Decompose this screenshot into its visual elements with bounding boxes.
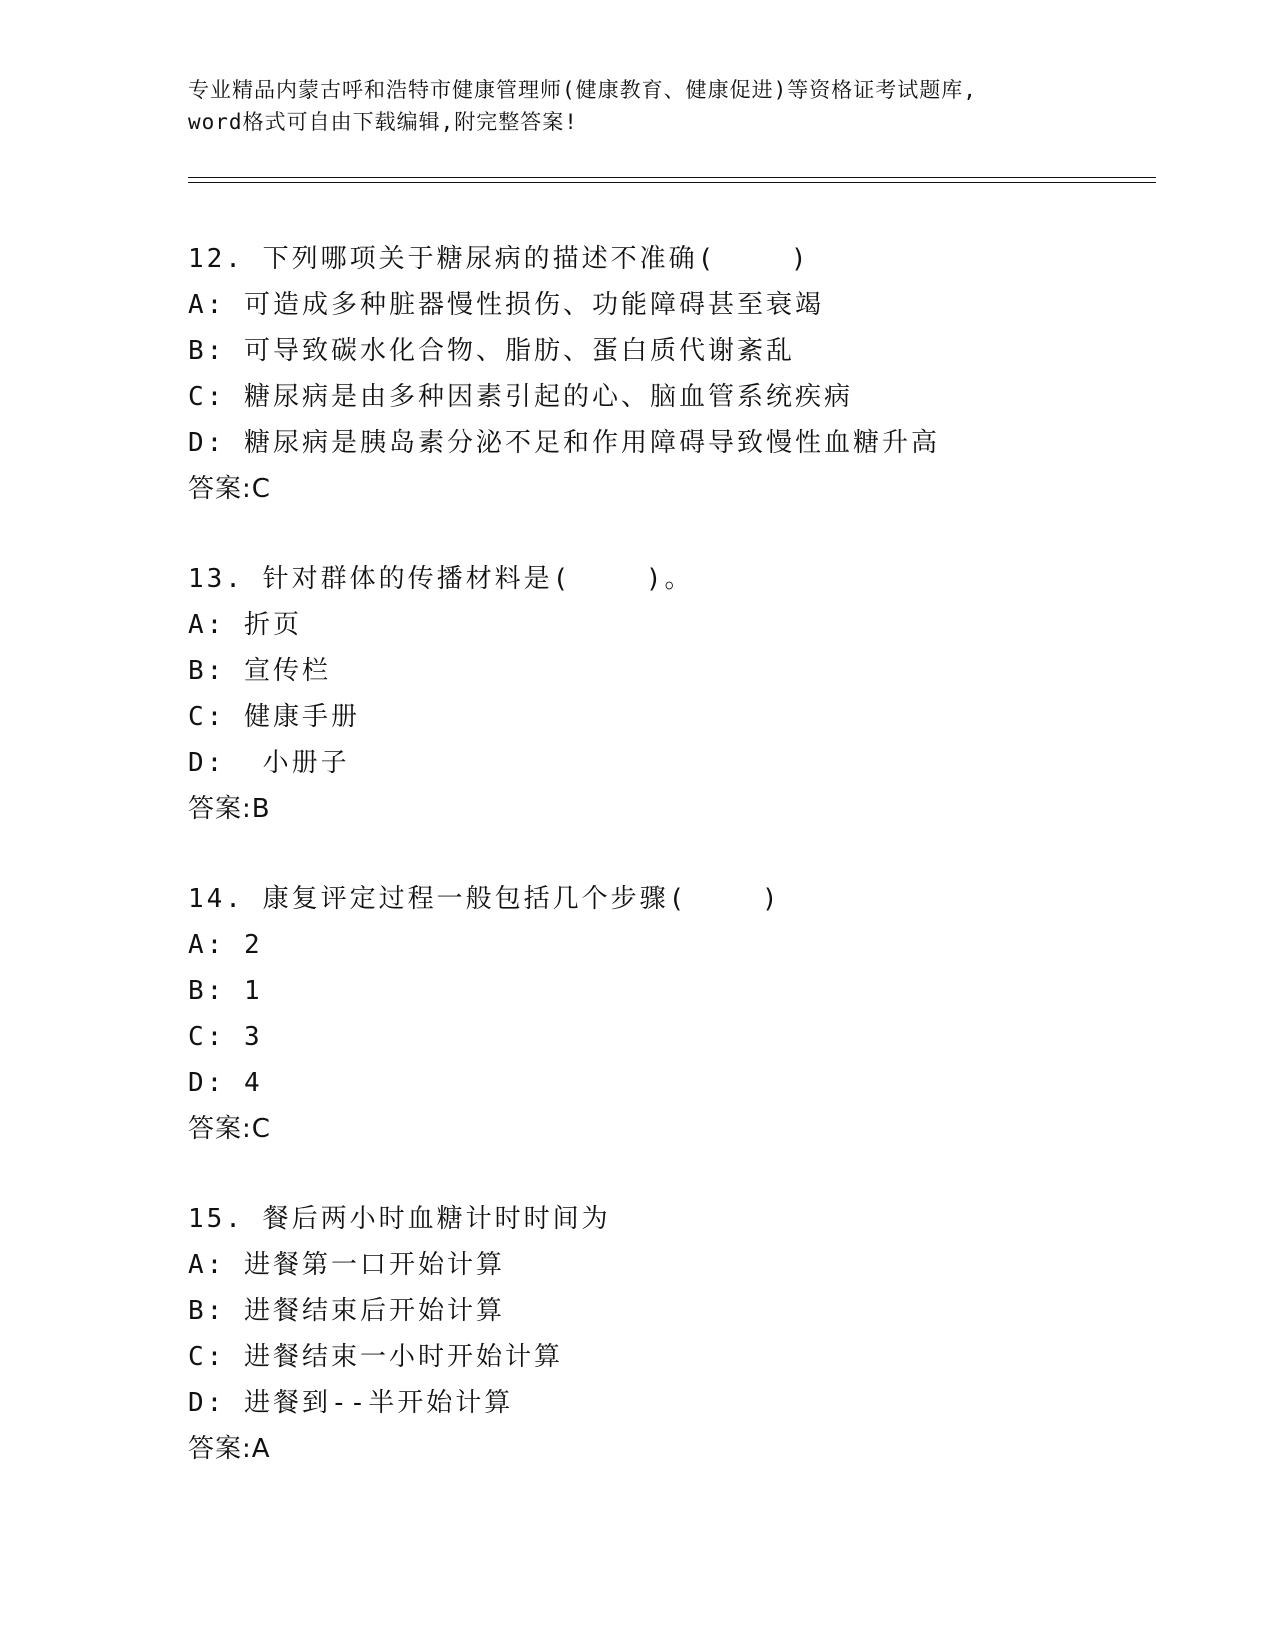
option-d: D: 糖尿病是胰岛素分泌不足和作用障碍导致慢性血糖升高 <box>188 428 940 458</box>
question-15 <box>188 1196 1148 1472</box>
option-c: C: 健康手册 <box>188 702 360 732</box>
answer: 答案:C <box>188 474 271 504</box>
answer: 答案:A <box>188 1434 271 1464</box>
option-c: C: 进餐结束一小时开始计算 <box>188 1342 563 1372</box>
question-stem: 13. 针对群体的传播材料是( )。 <box>188 564 694 594</box>
option-b: B: 可导致碳水化合物、脂肪、蛋白质代谢紊乱 <box>188 336 795 366</box>
question-stem: 12. 下列哪项关于糖尿病的描述不准确( ) <box>188 244 810 274</box>
answer: 答案:B <box>188 794 271 824</box>
option-d: D: 小册子 <box>188 748 350 778</box>
option-c: C: 糖尿病是由多种因素引起的心、脑血管系统疾病 <box>188 382 853 412</box>
option-a: A: 2 <box>188 930 263 960</box>
option-d: D: 进餐到--半开始计算 <box>188 1388 514 1418</box>
question-13 <box>188 556 1148 832</box>
option-a: A: 可造成多种脏器慢性损伤、功能障碍甚至衰竭 <box>188 290 824 320</box>
question-14 <box>188 876 1148 1152</box>
answer: 答案:C <box>188 1114 271 1144</box>
header-divider-bottom <box>188 182 1156 183</box>
option-a: A: 进餐第一口开始计算 <box>188 1250 505 1280</box>
header-line-1: 专业精品内蒙古呼和浩特市健康管理师(健康教育、健康促进)等资格证考试题库, <box>188 78 977 102</box>
document-header <box>188 74 1088 138</box>
option-b: B: 1 <box>188 976 263 1006</box>
option-d: D: 4 <box>188 1068 263 1098</box>
option-c: C: 3 <box>188 1022 263 1052</box>
header-divider-top <box>188 177 1156 178</box>
option-a: A: 折页 <box>188 610 302 640</box>
header-line-2: word格式可自由下载编辑,附完整答案! <box>188 110 578 134</box>
question-stem: 14. 康复评定过程一般包括几个步骤( ) <box>188 884 781 914</box>
question-stem: 15. 餐后两小时血糖计时时间为 <box>188 1204 611 1234</box>
option-b: B: 宣传栏 <box>188 656 331 686</box>
question-12 <box>188 236 1148 512</box>
option-b: B: 进餐结束后开始计算 <box>188 1296 505 1326</box>
